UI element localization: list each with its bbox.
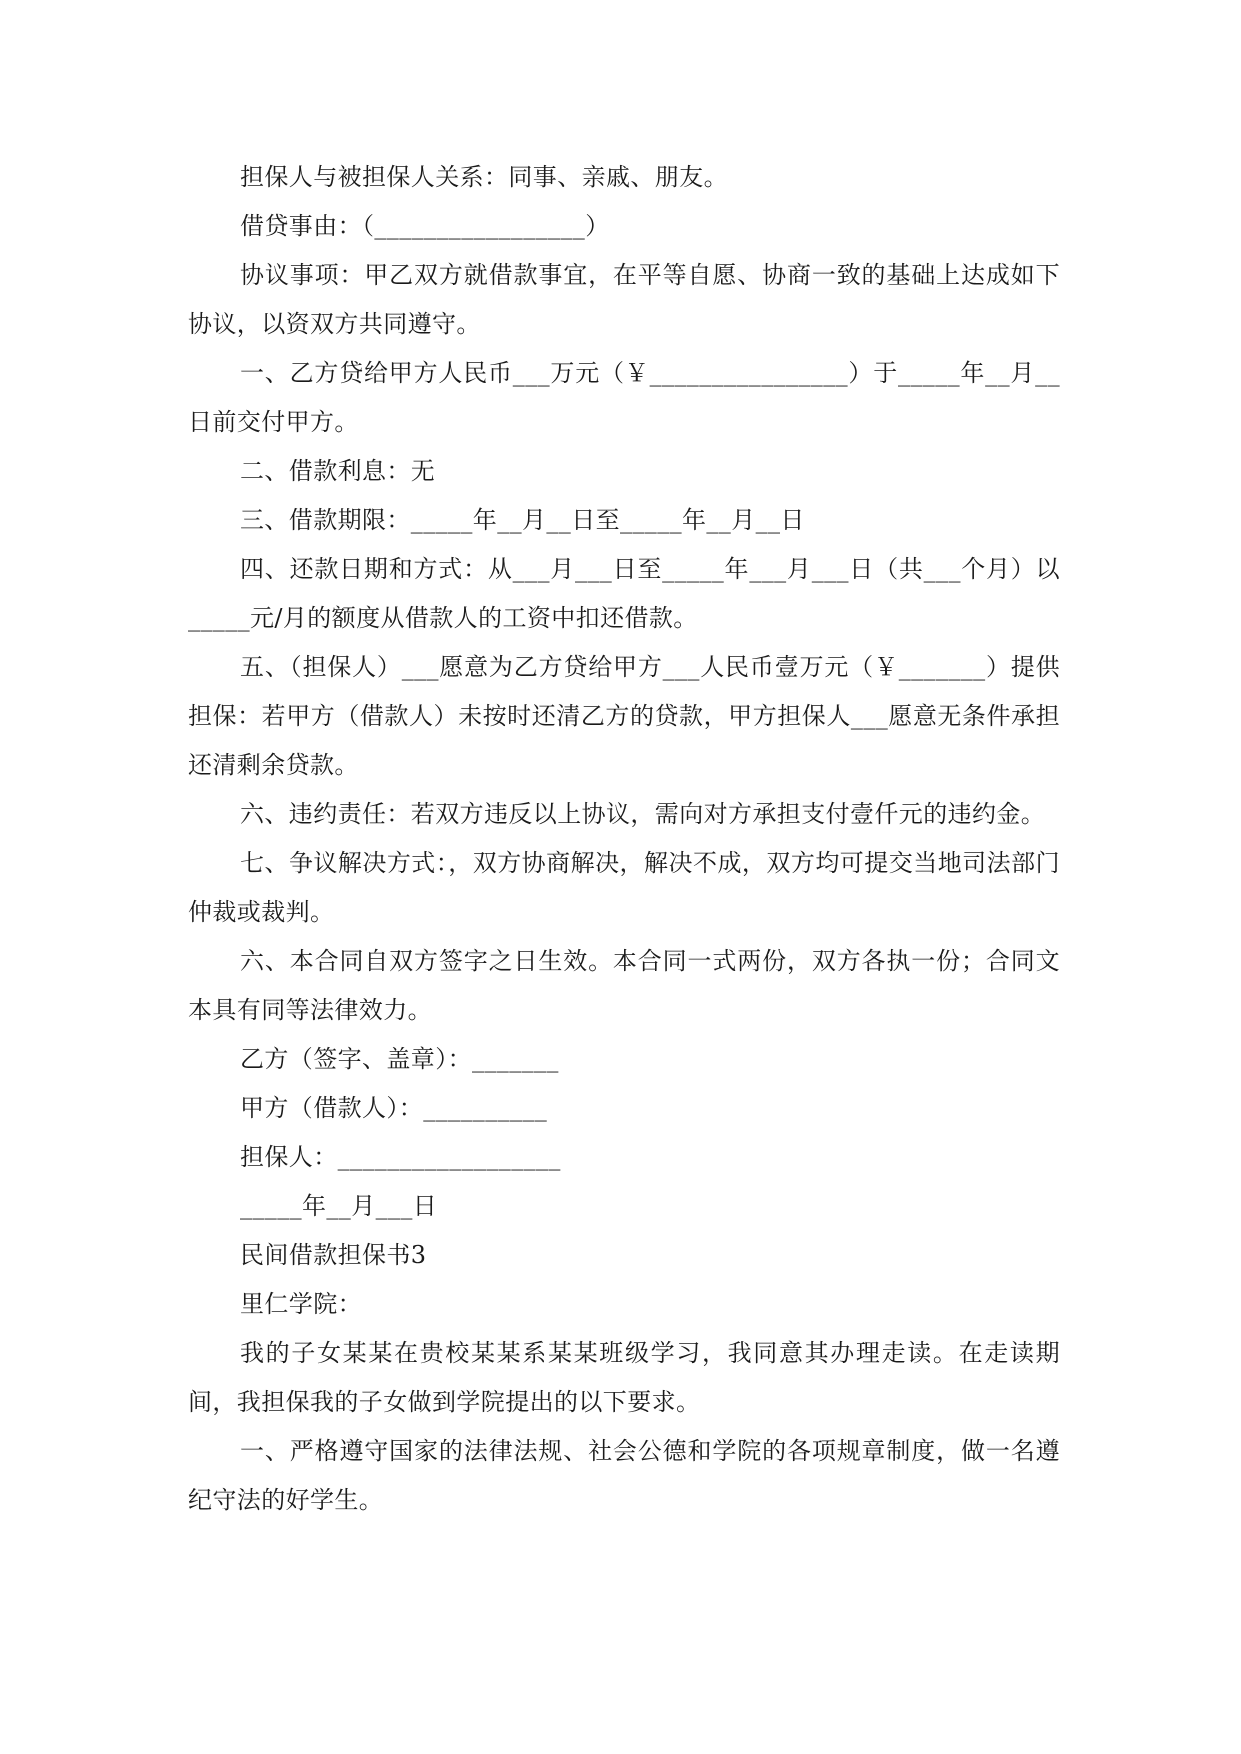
paragraph-clause-6-breach: 六、违约责任：若双方违反以上协议，需向对方承担支付壹仟元的违约金。 (240, 800, 1046, 828)
paragraph-clause-5-guarantee: 五、（担保人）___愿意为乙方贷给甲方___人民币壹万元（￥_______）提供担保：若甲方（借款人）未按时还清乙方的贷款，甲方担保人___愿意无条件承担还清剩余贷款。 (188, 653, 1060, 779)
paragraph-clause-effective: 六、本合同自双方签字之日生效。本合同一式两份，双方各执一份；合同文本具有同等法律效力。 (188, 947, 1060, 1024)
document-body (188, 153, 1060, 1525)
paragraph-loan-reason: 借贷事由：（_________________） (240, 212, 610, 240)
paragraph-clause-4-repayment: 四、还款日期和方式：从___月___日至_____年___月___日（共___个月）以_____元/月的额度从借款人的工资中扣还借款。 (188, 555, 1060, 632)
paragraph-clause-2-interest: 二、借款利息：无 (240, 457, 436, 485)
paragraph-commuting-consent: 我的子女某某在贵校某某系某某班级学习，我同意其办理走读。在走读期间，我担保我的子女做到学院提出的以下要求。 (188, 1339, 1060, 1416)
paragraph-agreement-items: 协议事项：甲乙双方就借款事宜，在平等自愿、协商一致的基础上达成如下协议，以资双方共同遵守。 (188, 261, 1060, 338)
paragraph-clause-3-term: 三、借款期限：_____年__月__日至_____年__月__日 (240, 506, 805, 534)
paragraph-requirement-1: 一、严格遵守国家的法律法规、社会公德和学院的各项规章制度，做一名遵纪守法的好学生。 (188, 1437, 1060, 1514)
paragraph-clause-7-dispute: 七、争议解决方式：，双方协商解决，解决不成，双方均可提交当地司法部门仲裁或裁判。 (188, 849, 1060, 926)
section-title-guarantee-3: 民间借款担保书3 (240, 1241, 427, 1269)
signature-date: _____年__月___日 (240, 1192, 438, 1220)
paragraph-clause-1-amount: 一、乙方贷给甲方人民币___万元（￥________________）于_____年__月__日前交付甲方。 (188, 359, 1060, 436)
addressee: 里仁学院： (240, 1290, 362, 1318)
signature-party-a: 甲方（借款人）：__________ (240, 1094, 548, 1122)
signature-party-b: 乙方（签字、盖章）：_______ (240, 1045, 559, 1073)
signature-guarantor: 担保人：__________________ (240, 1143, 561, 1171)
paragraph-guarantor-relationship: 担保人与被担保人关系：同事、亲戚、朋友。 (240, 163, 728, 191)
